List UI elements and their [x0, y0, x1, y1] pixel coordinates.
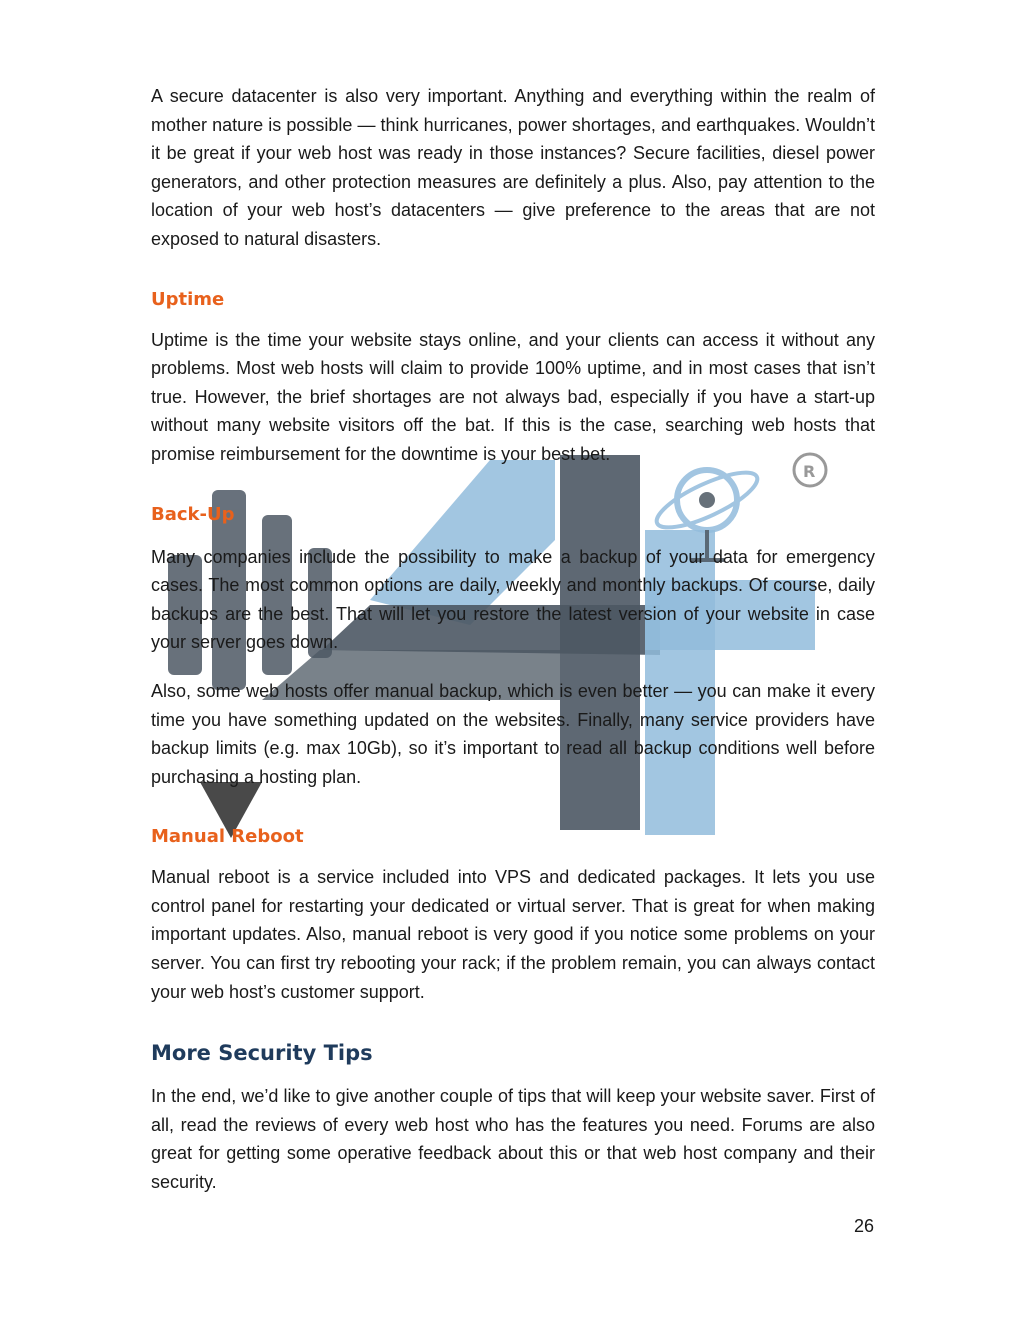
heading-uptime: Uptime [151, 288, 225, 310]
svg-text:R: R [803, 462, 816, 481]
manual-reboot-paragraph: Manual reboot is a service included into VPS and dedicated packages. It lets you use control panel for restarting your dedicated or virtual server. That is great for when making important updates. Also, manual reboot is very good if you notice some problems on your server. You can first try rebooting your rack; if the problem remain, you can always contact your web host’s customer support. [151, 867, 875, 1002]
uptime-paragraph: Uptime is the time your website stays online, and your clients can access it without any problems. Most web hosts will claim to provide 100% uptime, and in most cases that isn’t true. However, the brief shortages are not always bad, especially if you have a start-up without many website visitors off the bat. If this is the case, searching web hosts that promise reimbursement for the downtime is your best bet. [151, 329, 875, 464]
backup-paragraph-1: Many companies include the possibility to make a backup of your data for emergency cases. The most common options are daily, weekly and monthly backups. Of course, daily backups are the best. That will let you restore the latest version of your website in case your server goes down. [151, 546, 875, 653]
backup-paragraph-2: Also, some web hosts offer manual backup, which is even better — you can make it every time you have something updated on the websites. Finally, many service providers have backup limits (e.g. max 10Gb), so it’s important to read all backup conditions well before purchasing a hosting plan. [151, 680, 875, 787]
document-body [151, 82, 875, 1197]
heading-manual-reboot: Manual Reboot [151, 826, 304, 848]
heading-backup: Back-Up [151, 503, 235, 525]
more-security-paragraph: In the end, we’d like to give another couple of tips that will keep your website saver. First of all, read the reviews of every web host who has the features you need. Forums are also great for getting some operative feedback about this or that web host company and their security. [151, 1086, 875, 1193]
page-number: 26 [853, 1216, 874, 1236]
heading-more-security-tips: More Security Tips [151, 1041, 373, 1066]
intro-paragraph: A secure datacenter is also very important. Anything and everything within the realm of mother nature is possible — think hurricanes, power shortages, and earthquakes. Wouldn’t it be great if your web host was ready in those instances? Secure facilities, diesel power generators, and other protection measures are definitely a plus. Also, pay attention to the location of your web host’s datacenters — give preference to the areas that are not exposed to natural disasters. [151, 86, 875, 249]
